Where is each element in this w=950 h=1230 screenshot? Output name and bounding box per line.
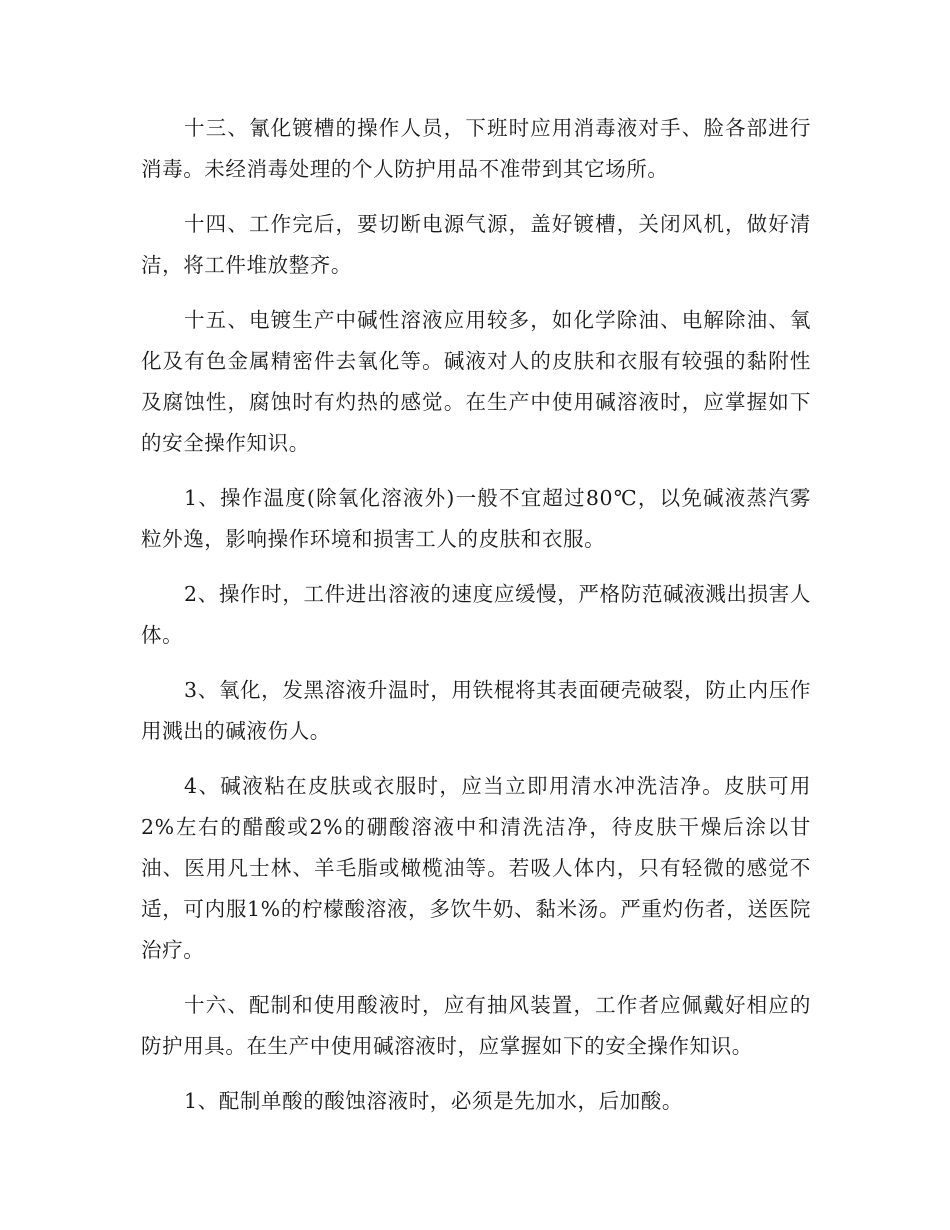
paragraph-14: 十四、工作完后，要切断电源气源，盖好镀槽，关闭风机，做好清洁，将工件堆放整齐。 [141, 212, 811, 277]
paragraph-15: 十五、电镀生产中碱性溶液应用较多，如化学除油、电解除油、氧化及有色金属精密件去氧化等。碱液对人的皮肤和衣服有较强的黏附性及腐蚀性，腐蚀时有灼热的感觉。在生产中使用碱溶液时，应掌握如下的安全操作知识。 [141, 308, 811, 455]
paragraph-13: 十三、氰化镀槽的操作人员，下班时应用消毒液对手、脸各部进行消毒。未经消毒处理的个人防护用品不准带到其它场所。 [141, 116, 811, 181]
document-body [141, 108, 811, 1136]
paragraph-15-item-1: 1、操作温度(除氧化溶液外)一般不宜超过80℃，以免碱液蒸汽雾粒外逸，影响操作环境和损害工人的皮肤和衣服。 [141, 486, 811, 551]
paragraph-15-item-2: 2、操作时，工件进出溶液的速度应缓慢，严格防范碱液溅出损害人体。 [141, 582, 811, 647]
paragraph-16: 十六、配制和使用酸液时，应有抽风装置，工作者应佩戴好相应的防护用具。在生产中使用碱溶液时，应掌握如下的安全操作知识。 [141, 993, 811, 1058]
paragraph-16-item-1: 1、配制单酸的酸蚀溶液时，必须是先加水，后加酸。 [184, 1089, 683, 1113]
paragraph-15-item-3: 3、氧化，发黑溶液升温时，用铁棍将其表面硬壳破裂，防止内压作用溅出的碱液伤人。 [141, 678, 811, 743]
paragraph-15-item-4: 4、碱液粘在皮肤或衣服时，应当立即用清水冲洗洁净。皮肤可用2%左右的醋酸或2%的硼酸溶液中和清洗洁净，待皮肤干燥后涂以甘油、医用凡士林、羊毛脂或橄榄油等。若吸人体内，只有轻微的感觉不适，可内服1%的柠檬酸溶液，多饮牛奶、黏米汤。严重灼伤者，送医院治疗。 [141, 774, 811, 962]
